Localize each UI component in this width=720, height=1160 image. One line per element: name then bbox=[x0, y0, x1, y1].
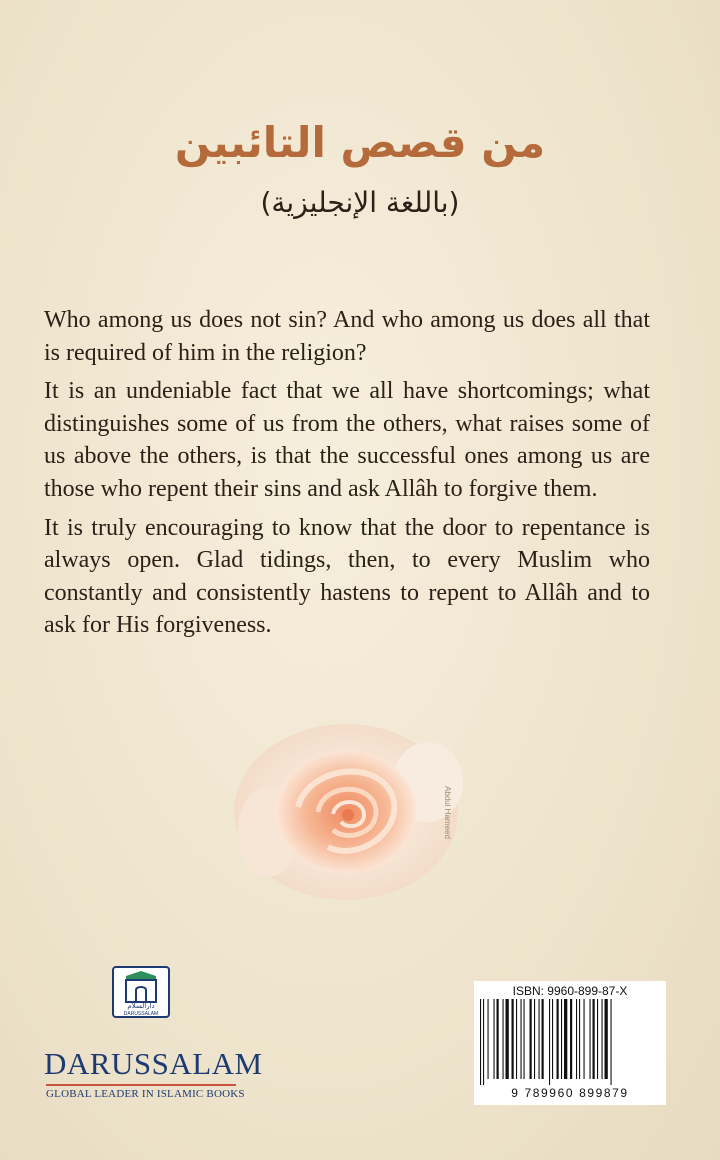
barcode-bar bbox=[570, 999, 572, 1079]
emblem-arabic-text: دارالسلام bbox=[127, 1002, 155, 1010]
publisher-tagline: GLOBAL LEADER IN ISLAMIC BOOKS bbox=[46, 1088, 245, 1100]
barcode-digits: 9 789960 899879 bbox=[511, 1086, 629, 1100]
barcode-bar bbox=[597, 999, 598, 1079]
publisher-divider bbox=[46, 1084, 236, 1086]
barcode-bar bbox=[497, 999, 499, 1079]
barcode-panel bbox=[474, 981, 666, 1105]
barcode-bar bbox=[534, 999, 535, 1079]
barcode-bar bbox=[549, 999, 550, 1085]
barcode-bar bbox=[542, 999, 544, 1079]
back-cover-blurb bbox=[44, 304, 650, 648]
arabic-subtitle: (باللغة الإنجليزية) bbox=[260, 186, 460, 219]
barcode-bar bbox=[539, 999, 540, 1079]
barcode-bar bbox=[512, 999, 514, 1079]
barcode-icon bbox=[480, 999, 660, 1085]
blurb-paragraph-2: It is an undeniable fact that we all have shortcomings; what distinguishes some of us from the others, what raises some of us above the others, is that the successful ones among us are those who repent their sins and ask Allâh to forgive them. bbox=[44, 378, 650, 502]
barcode-bar bbox=[494, 999, 495, 1079]
barcode-bar bbox=[552, 999, 553, 1079]
barcode-bar bbox=[602, 999, 603, 1079]
barcode-bar bbox=[503, 999, 504, 1079]
barcode-bar bbox=[521, 999, 522, 1079]
barcode-bar bbox=[488, 999, 489, 1079]
barcode-bar bbox=[557, 999, 559, 1079]
barcode-bar bbox=[593, 999, 595, 1079]
rose-illustration bbox=[228, 712, 478, 902]
publisher-emblem-icon bbox=[112, 966, 170, 1018]
blurb-paragraph-3: It is truly encouraging to know that the door to repentance is always open. Glad tidings, then, to every Muslim who constantly and consistently hastens to repent to Allâh and to ask for His forgiveness. bbox=[44, 514, 650, 639]
arabic-title: من قصص التائبين bbox=[174, 118, 546, 167]
barcode-bar bbox=[579, 999, 580, 1079]
barcode-bar bbox=[524, 999, 525, 1079]
barcode-bar bbox=[605, 999, 608, 1079]
emblem-latin-text: DARUSSALAM bbox=[123, 1011, 159, 1017]
barcode-bar bbox=[611, 999, 612, 1085]
barcode-bar bbox=[561, 999, 562, 1079]
barcode-bar bbox=[564, 999, 567, 1079]
isbn-label: ISBN: 9960-899-87-X bbox=[512, 984, 628, 998]
barcode-bar bbox=[483, 999, 484, 1085]
barcode-bar bbox=[576, 999, 577, 1079]
barcode-bar bbox=[584, 999, 585, 1079]
publisher-name: DARUSSALAM bbox=[44, 1046, 263, 1081]
barcode-bar bbox=[530, 999, 532, 1079]
barcode-bar bbox=[590, 999, 591, 1079]
barcode-bar bbox=[516, 999, 517, 1079]
blurb-paragraph-1: Who among us does not sin? And who among us does all that is required of him in the religion? bbox=[44, 307, 650, 366]
barcode-bar bbox=[480, 999, 481, 1085]
barcode-bar bbox=[506, 999, 509, 1079]
artist-credit: Abdul Hameed bbox=[443, 786, 452, 839]
